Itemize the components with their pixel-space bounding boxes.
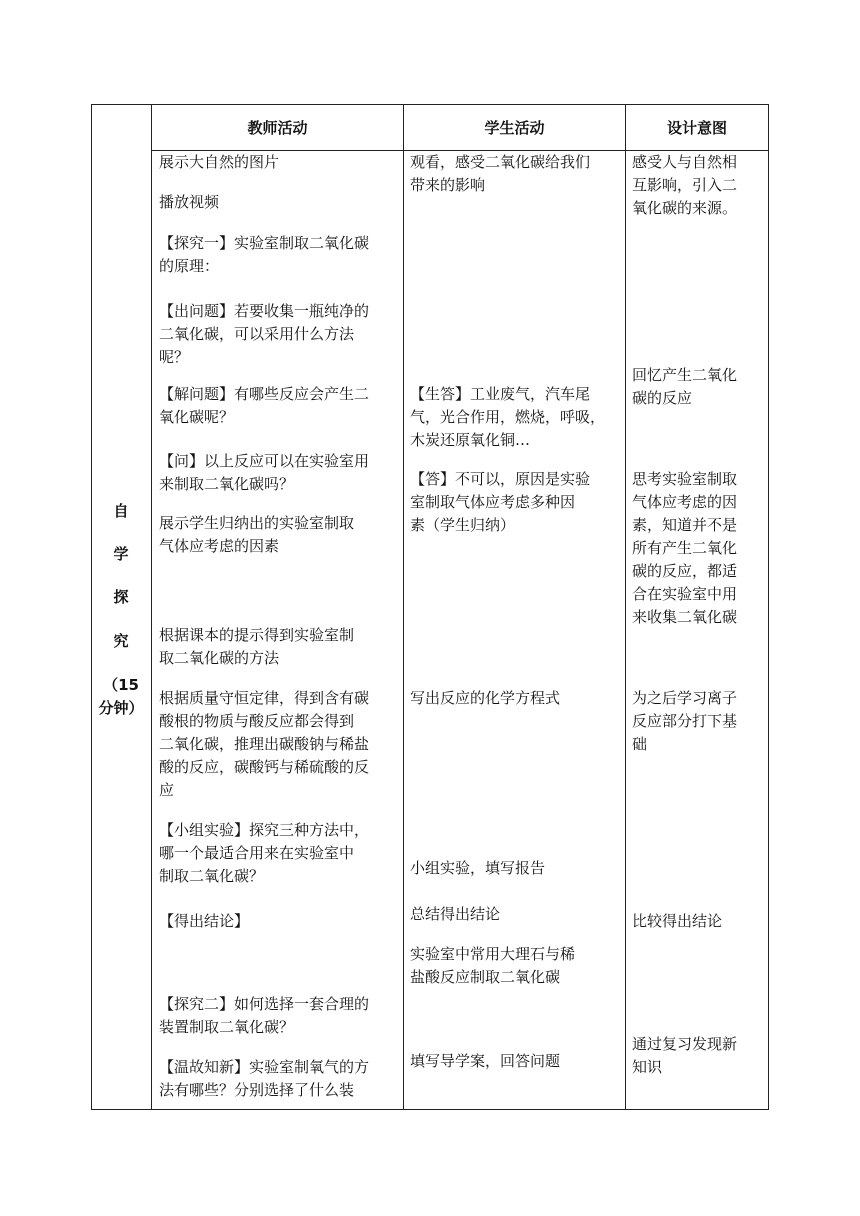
text-line: 应 (159, 781, 175, 799)
text-line: 反应部分打下基 (632, 712, 738, 730)
text-line: 法有哪些？分别选择了什么装 (159, 1081, 355, 1099)
teacher-activity-paragraph (159, 450, 399, 496)
header-student-activity: 学生活动 (484, 118, 545, 137)
text-line: 填写导学案，回答问题 (410, 1052, 561, 1070)
text-line: 室制取气体应考虑多种因 (410, 493, 576, 511)
student-activity-paragraph (410, 468, 622, 537)
teacher-activity-paragraph (159, 383, 399, 429)
section-char: 探 (113, 588, 129, 606)
text-line: 为之后学习离子 (632, 689, 738, 707)
text-line: 根据课本的提示得到实验室制 (159, 626, 355, 644)
text-line: 回忆产生二氧化 (632, 366, 738, 384)
text-line: 取二氧化碳的方法 (159, 649, 280, 667)
section-char: 学 (113, 545, 129, 563)
student-activity-paragraph (410, 943, 622, 989)
text-line: 盐酸反应制取二氧化碳 (410, 968, 561, 986)
text-line: 【温故知新】实验室制氧气的方 (159, 1058, 370, 1076)
text-line: 【问】以上反应可以在实验室用 (159, 452, 370, 470)
teacher-activity-paragraph (159, 819, 399, 888)
design-intent-paragraph (632, 151, 767, 220)
text-line: 观看，感受二氧化碳给我们 (410, 153, 591, 171)
text-line: 小组实验，填写报告 (410, 859, 546, 877)
section-time: （15 (103, 676, 139, 694)
teacher-activity-paragraph (159, 300, 399, 369)
text-line: 素（学生归纳） (410, 516, 516, 534)
text-line: 制取二氧化碳？ (159, 867, 265, 885)
text-line: 播放视频 (159, 193, 220, 211)
text-line: 合在实验室中用 (632, 585, 738, 603)
student-activity-paragraph (410, 857, 622, 880)
student-activity-paragraph (410, 151, 622, 197)
student-activity-paragraph (410, 903, 622, 926)
text-line: 础 (632, 735, 648, 753)
design-intent-paragraph (632, 364, 767, 410)
text-line: 【生答】工业废气，汽车尾 (410, 385, 591, 403)
teacher-activity-paragraph (159, 512, 399, 558)
text-line: 感受人与自然相 (632, 153, 738, 171)
text-line: 【探究二】如何选择一套合理的 (159, 995, 370, 1013)
text-line: 展示学生归纳出的实验室制取 (159, 514, 355, 532)
text-line: 根据质量守恒定律，得到含有碳 (159, 689, 370, 707)
section-char: 究 (113, 632, 129, 650)
text-line: 哪一个最适合用来在实验室中 (159, 844, 355, 862)
text-line: 知识 (632, 1058, 663, 1076)
text-line: 木炭还原氧化铜… (410, 431, 531, 449)
text-line: 写出反应的化学方程式 (410, 689, 561, 707)
text-line: 通过复习发现新 (632, 1035, 738, 1053)
text-line: 的原理： (159, 257, 220, 275)
text-line: 气，光合作用，燃烧，呼吸， (410, 408, 606, 426)
text-line: 互影响，引入二 (632, 176, 738, 194)
text-line: 呢？ (159, 348, 190, 366)
text-line: 带来的影响 (410, 176, 486, 194)
teacher-activity-paragraph (159, 1056, 399, 1102)
student-activity-paragraph (410, 687, 622, 710)
text-line: 氧化碳的来源。 (632, 199, 738, 217)
text-line: 气体应考虑的因 (632, 493, 738, 511)
text-line: 氧化碳呢？ (159, 408, 235, 426)
teacher-activity-paragraph (159, 191, 399, 214)
text-line: 【解问题】有哪些反应会产生二 (159, 385, 370, 403)
teacher-activity-paragraph (159, 993, 399, 1039)
text-line: 酸的反应，碳酸钙与稀硫酸的反 (159, 758, 370, 776)
student-activity-paragraph (410, 383, 622, 452)
text-line: 装置制取二氧化碳？ (159, 1018, 295, 1036)
header-teacher-activity: 教师活动 (247, 118, 308, 137)
text-line: 来收集二氧化碳 (632, 608, 738, 626)
teacher-activity-paragraph (159, 687, 399, 802)
teacher-activity-paragraph (159, 151, 399, 174)
text-line: 酸根的物质与酸反应都会得到 (159, 712, 355, 730)
text-line: 素，知道并不是 (632, 516, 738, 534)
design-intent-paragraph (632, 468, 767, 629)
text-line: 总结得出结论 (410, 905, 501, 923)
design-intent-paragraph (632, 910, 767, 933)
text-line: 所有产生二氧化 (632, 539, 738, 557)
student-activity-paragraph (410, 1050, 622, 1073)
section-char: 自 (113, 502, 129, 520)
text-line: 二氧化碳，可以采用什么方法 (159, 325, 355, 343)
design-intent-paragraph (632, 687, 767, 756)
text-line: 【答】不可以，原因是实验 (410, 470, 591, 488)
text-line: 【得出结论】 (159, 912, 250, 930)
teacher-activity-paragraph (159, 910, 399, 933)
teacher-activity-paragraph (159, 232, 399, 278)
text-line: 碳的反应，都适 (632, 562, 738, 580)
lesson-plan-table (91, 104, 769, 1110)
section-time: 分钟） (98, 699, 144, 717)
header-design-intent: 设计意图 (666, 118, 727, 137)
text-line: 【探究一】实验室制取二氧化碳 (159, 234, 370, 252)
text-line: 【出问题】若要收集一瓶纯净的 (159, 302, 370, 320)
section-label (91, 151, 151, 1110)
text-line: 比较得出结论 (632, 912, 723, 930)
text-line: 气体应考虑的因素 (159, 537, 280, 555)
design-intent-paragraph (632, 1033, 767, 1079)
text-line: 二氧化碳，推理出碳酸钠与稀盐 (159, 735, 370, 753)
text-line: 思考实验室制取 (632, 470, 738, 488)
text-line: 碳的反应 (632, 389, 693, 407)
text-line: 展示大自然的图片 (159, 153, 280, 171)
text-line: 实验室中常用大理石与稀 (410, 945, 576, 963)
teacher-activity-paragraph (159, 624, 399, 670)
text-line: 来制取二氧化碳吗？ (159, 475, 295, 493)
text-line: 【小组实验】探究三种方法中， (159, 821, 370, 839)
